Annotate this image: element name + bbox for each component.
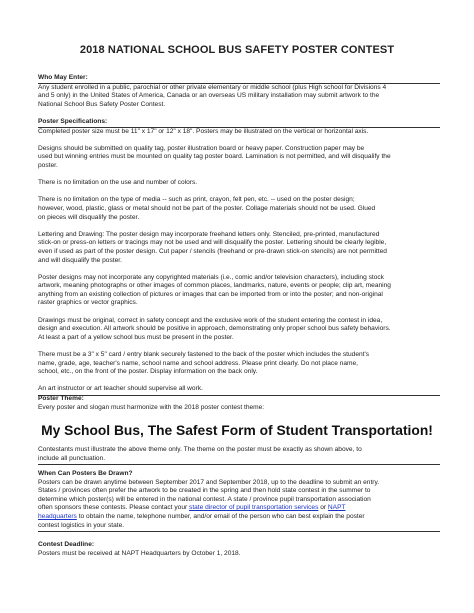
- who-may-enter-section: [38, 74, 440, 109]
- poster-theme-section: [38, 395, 440, 412]
- theme-slogan: My School Bus, The Safest Form of Student Transportation!: [41, 423, 433, 438]
- specification-line: however, wood, plastic, glass or metal should not be part of the poster. Collage materials should not be used. Glued: [38, 204, 376, 212]
- theme-heading: Poster Theme:: [38, 395, 84, 402]
- specifications-heading: Poster Specifications:: [38, 118, 108, 125]
- specification-line: even if used as part of the poster design. Cut paper / stencils (freehand or pre-drawn stick-on stencils) are not permitted: [38, 247, 387, 255]
- specification-line: name, grade, age, teacher's name, school name and school address. Please print clearly. Do not place name,: [38, 359, 359, 367]
- who-may-enter-heading: Who May Enter:: [38, 74, 88, 81]
- state-director-link[interactable]: state director of pupil transportation services: [189, 504, 319, 512]
- specification-line: on pieces will disqualify the poster.: [38, 213, 140, 221]
- specification-line: There is no limitation on the type of media -- such as print, crayon, felt pen, etc. -- used on the poster design;: [38, 196, 355, 204]
- deadline-text: Posters must be received at NAPT Headquarters by October 1, 2018.: [38, 549, 241, 557]
- specification-line: raster graphics or vector graphics.: [38, 299, 138, 307]
- specification-line: There is no limitation on the use and number of colors.: [38, 179, 198, 187]
- paragraph-spacer: [38, 188, 440, 197]
- page-title: 2018 NATIONAL SCHOOL BUS SAFETY POSTER CONTEST: [79, 44, 395, 56]
- specification-line: Lettering and Drawing: The poster design may incorporate freehand letters only. Stenciled, pre-printed, manufactured: [38, 230, 380, 238]
- specification-line: poster.: [38, 161, 58, 169]
- when-line: [38, 504, 440, 513]
- paragraph-spacer: [38, 308, 440, 317]
- when-line: States / provinces often prefer the artwork to be created in the spring and then hold state contest in the summer to: [38, 487, 371, 495]
- when-line: contest logistics in your state.: [38, 521, 125, 529]
- specification-line: stick-on or press-on letters or tracings may not be used and will disqualify the poster. Lettering should be clearly legible,: [38, 239, 387, 247]
- when-line-text: to obtain the name, telephone number, and/or email of the person who can best explain the poster: [76, 512, 365, 520]
- when-heading: When Can Posters Be Drawn?: [38, 470, 133, 477]
- when-line: Posters can be drawn anytime between September 2017 and September 2018, up to the deadline to submit an entry.: [38, 478, 380, 486]
- who-line: Any student enrolled in a public, parochial or other private elementary or middle school (plus High school for Divisions 4: [38, 83, 387, 91]
- who-line: and 5 only) in the United States of America, Canada or an overseas US military installation may submit artwork to the: [38, 92, 380, 100]
- paragraph-spacer: [38, 171, 440, 180]
- napt-headquarters-link[interactable]: headquarters: [38, 512, 77, 520]
- poster-specifications-section: [38, 118, 440, 396]
- specification-line: artwork, meaning photographs or other images of common places, landmarks, nature, events or people; clip art, meaning: [38, 282, 391, 290]
- when-line-text: or: [318, 504, 328, 512]
- napt-link[interactable]: NAPT: [327, 504, 346, 512]
- specification-line: school, etc., on the front of the poster. Display information on the back only.: [38, 368, 258, 376]
- specification-line: Poster designs may not incorporate any copyrighted materials (i.e., comic and/or television characters), including stock: [38, 273, 384, 281]
- who-line: National School Bus Safety Poster Contest.: [38, 100, 166, 108]
- divider: [38, 464, 440, 465]
- paragraph-spacer: [38, 136, 440, 145]
- when-line-text: often sponsors these contests. Please contact your: [38, 504, 190, 512]
- divider: [38, 531, 440, 532]
- when-line: [38, 513, 440, 522]
- specifications-body: [38, 128, 440, 394]
- theme-note-line: Contestants must illustrate the above theme only. The theme on the poster must be exactly as shown above, to: [38, 446, 362, 453]
- paragraph-spacer: [38, 222, 440, 231]
- specification-line: Completed poster size must be 11" x 17" or 12" x 18". Posters may be illustrated on the vertical or horizontal axis.: [38, 127, 369, 135]
- paragraph-spacer: [38, 265, 440, 274]
- when-section: [38, 470, 440, 532]
- deadline-section: [38, 541, 440, 558]
- theme-intro: Every poster and slogan must harmonize with the 2018 poster contest theme:: [38, 403, 265, 411]
- specification-line: and will disqualify the poster.: [38, 256, 122, 264]
- paragraph-spacer: [38, 342, 440, 351]
- specification-line: Designs should be submitted on quality tag, poster illustration board or heavy paper. Construction paper may be: [38, 144, 365, 152]
- when-line: determine which poster(s) will be entered in the national contest. A state / province pupil transportation association: [38, 495, 371, 503]
- specification-line: anything from an existing collection of pictures or images that can be imported from or into the poster; and non-original: [38, 290, 383, 298]
- specification-line: At least a part of a yellow school bus must be present in the poster.: [38, 333, 234, 341]
- paragraph-spacer: [38, 377, 440, 386]
- specification-line: There must be a 3" x 5" card / entry blank securely fastened to the back of the poster which includes the student's: [38, 351, 370, 359]
- specification-line: An art instructor or art teacher should supervise all work.: [38, 385, 203, 393]
- specification-line: Drawings must be original, correct in safety concept and the exclusive work of the student entering the contest in idea,: [38, 316, 383, 324]
- theme-note-line: include all punctuation.: [38, 454, 106, 462]
- deadline-heading: Contest Deadline:: [38, 541, 95, 548]
- theme-note: [38, 446, 440, 465]
- specification-line: design and execution. All artwork should be positive in approach, demonstrating only proper school bus safety behaviors.: [38, 325, 391, 333]
- specification-line: used but winning entries must be mounted on quality tag poster board. Lamination is not permitted, and will disqualify the: [38, 153, 391, 161]
